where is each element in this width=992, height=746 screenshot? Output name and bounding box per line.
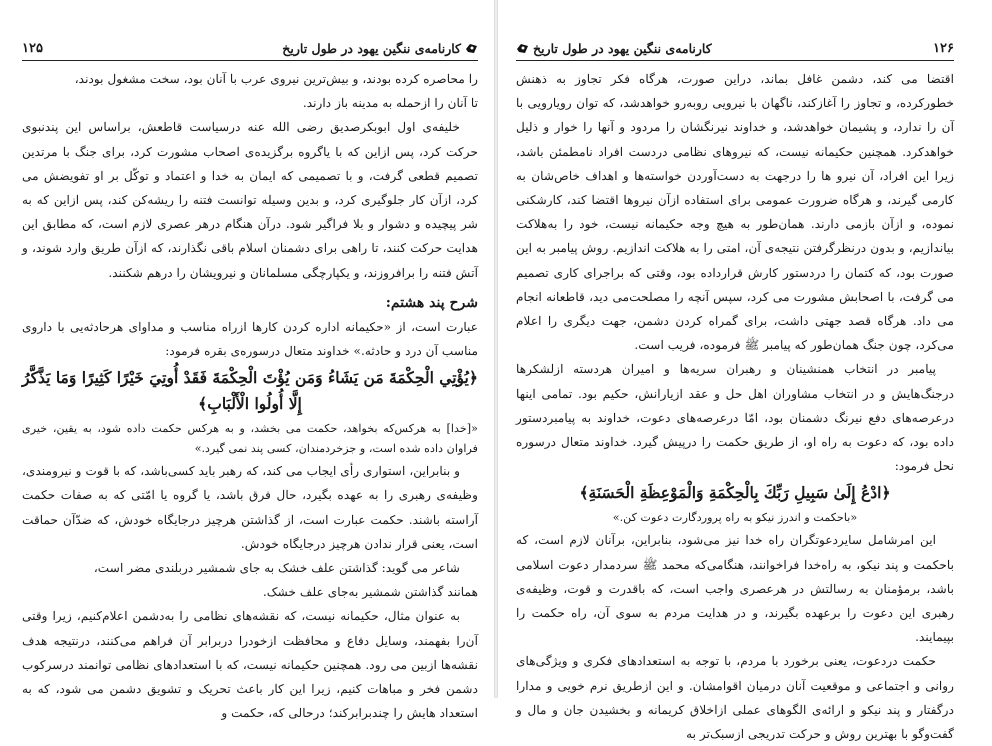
ornament-icon [465,43,478,54]
right-paragraph-3: این امرشامل سایردعوتگران راه خدا نیز می‌شود، بنابراین، برآنان لازم است، که باحکمت و پند نیکو، به راه‌خدا فراخوانند، هنگامی‌که محمد ﷺ سردمدار دعوت اسلامی باشد، برمؤمنان به رسالتش در هرعصری واجب است، که باقدرت و قوت، وظیفه‌ی رهبری این دعوت را برعهده بگیرند، و در هدایت مردم به سوی آن، راه حکمت را بپیمایند. [516,533,954,645]
left-page-header [22,36,478,61]
poem-line-1: شاعر می گوید: گذاشتن علف خشک به جای شمشیر دربلندی مضر است، [93,561,460,576]
quran-verse-nahl [516,480,954,506]
verse-translation-left: «[خدا] به هرکس‌که بخواهد، حکمت می بخشد، و به هرکس حکمت داده شود، به یقین، خیری فراوان داده شده است، و جزخردمندان، کسی پند نمی گیرد.» [22,422,478,456]
right-paragraph-2: پیامبر در انتخاب همنشینان و رهبران سریه‌ها و امیران هردسته ازلشکرها درجنگ‌هایش و در انتخاب مشاوران اهل حل و عقد ازیارانش، حکیم بود. تمامی اینها درعرصه‌های دفع نیرنگ دشمنان بود، امّا درعرصه‌های دعوت، خداوند به پیامبردستور داده بود، که دعوت به راه او، از طریق حکمت را درپیش گیرد. خداوند متعال درسوره نحل فرمود: [516,362,954,474]
verse-translation-right: «باحکمت و اندرز نیکو به راه پروردگارت دعوت کن.» [612,511,858,525]
left-paragraph-top-2: تا آنان را ازحمله به مدینه باز دارند. [302,96,478,111]
right-page-number: ۱۲۶ [933,40,954,56]
left-page [0,0,496,721]
section-intro: عبارت است، از «حکیمانه اداره کردن کارها ازراه مناسب و مداوای هرحادثه‌یی با داروی مناسب آن درد و حادثه.» خداوند متعال درسوره‌ی بقره فرمود: [22,319,478,359]
left-paragraph-top-1: را محاصره کرده بودند، و بیش‌ترین نیروی عرب با آنان بود، سخت مشغول بودند، [74,72,478,86]
verse-text-right: ﴿ادْعُ إِلَىٰ سَبِيلِ رَبِّكَ بِالْحِكْمَةِ وَالْمَوْعِظَةِ الْحَسَنَةِ﴾ [579,483,891,503]
left-page-number: ۱۲۵ [22,40,43,56]
left-paragraph-khalifa: خلیفه‌ی اول ابوبکرصدیق رضی الله عنه درسیاست قاطعش، براساس این پندنبوی حرکت کرد، پس ازاین که با یاگروه برگزیده‌ی اصحاب مشورت کرد، برای جنگ با مرتدین تصمیم قطعی گرفت، و با تصمیمی که ایمان به خدا و اعتماد و توکّل بر او تفویضش می کرد، ازآن کار جلوگیری کرد، و بدین وسیله توانست فتنه را ریشه‌کن کند، پس ازاین که به شر پیچیده و دشوار و بلا فراگیر شود. درآن هنگام درهر عصری لازم است، که مطابق این هدایت حرکت کنند، تا راهی برای دشمنان اسلام باقی نگذارند، که ازآن طریق وارد شوند، و آتش فتنه را برافروزند، و یکپارچگی مسلمانان و نیرویشان را درهم شکنند. [22,120,478,280]
left-paragraph-last: به عنوان مثال، حکیمانه نیست، که نقشه‌های نظامی را به‌دشمن اعلام‌کنیم، زیرا وقتی آن‌را بفهمند، وسایل دفاع و محافظت ازخودرا دربرابر آن فراهم می‌کنند، درنتیجه هدف نقشه‌ها ازبین می رود. همچنین حکیمانه نیست، که با استعدادهای نظامی توانمند درسرکوب دشمن فخر و مباهات کنیم، زیرا این کار باعث تحریک و تشویق دشمن می شود، که به استعداد هایش را چندبرابرکند؛ درحالی که، حکمت و [22,609,478,721]
left-title-text: کارنامه‌ی ننگین یهود در طول تاریخ [282,40,461,56]
right-page-header [516,36,954,61]
right-paragraph-4: حکمت دردعوت، یعنی برخورد با مردم، با توجه به استعدادهای فکری و ویژگی‌های روانی و اجتماعی و موقعیت آنان درمیان اقوامشان. و این ازطریق نرم خویی و مدارا درگفتار و پند نیکو و ارائه‌ی الگوهای عملی ازاخلاق کریمانه و بخشیدن جان و مال و گفت‌وگو با بهترین روش و حرکت تدریجی ازسبک‌تر به [516,654,954,742]
left-running-title [282,41,478,56]
right-title-text: کارنامه‌ی ننگین یهود در طول تاریخ [533,40,712,56]
left-paragraph-after-verse: و بنابراین، استواری رأی ایجاب می کند، که رهبر باید کسی‌باشد، که با قوت و نیرومندی، وظیفه‌ی رهبری را به عهده بگیرد، حال فرق باشد، یا گروه یا امّتی که به صفات حکمت آراسته باشند. حکمت عبارت است، از گذاشتن هرچیز درجایگاه خودش، که ضدّآن حماقت است، یعنی قرار ندادن هرچیز درجایگاه خودش. [22,464,478,551]
verse-frame [565,480,904,506]
poem-line-2: همانند گذاشتن شمشیر به‌جای علف خشک. [262,585,478,600]
section-heading: شرح پند هشتم: [385,294,478,311]
quran-verse-baqarah: ﴿يُؤْتِي الْحِكْمَةَ مَن يَشَاءُ وَمَن يُؤْتَ الْحِكْمَةَ فَقَدْ أُوتِيَ خَيْرًا كَثِيرًا وَمَا يَذَّكَّرُ إِلَّا أُولُوا الْأَلْبَابِ﴾ [22,368,478,414]
ornament-icon [516,43,529,54]
right-paragraph-1: اقتضا می کند، دشمن غافل بماند، دراین صورت، هرگاه فکر تجاوز به ذهنش خطورکرده، و تجاوز را آغازکند، ناگهان با نیرویی روبه‌رو خواهدشد، که توان رویارویی با آن را ندارد، و پشیمان خواهدشد، و خداوند نیرنگشان را مردود و آنها را خوار و ذلیل خواهدکرد. همچنین حکیمانه نیست، که نیروهای نظامی دردست افراد نامطمئن باشد، زیرا این افراد، آن نیرو ها را درجهت به دست‌آوردن خواسته‌ها و اهداف خاص‌شان به کارمی گیرند، و هرگاه ضرورت عمومی برای استفاده ازآن نیروها اقتضا کند، کارشکنی نموده، و ازآن بازمی دارند. همان‌طور به هیچ وجه حکیمانه نیست، خود را به‌هلاکت بیاندازیم، و بدون درنظرگرفتن نتیجه‌ی آن، امتی را به هلاکت اندازیم. روش پیامبر به این صورت بود، که کتمان را دردستور کارش قرارداده بود، وقتی که براجرای کاری تصمیم می گرفت، با اصحابش مشورت می کرد، سپس آنچه را مصلحت‌می دید، قاطعانه انجام می داد. هرگاه قصد جهتی داشت، برای گمراه کردن دشمن، جهت دیگری را اعلام می‌کرد، چون جنگ همان‌طور که پیامبر ﷺ فرموده، فریب است. [516,72,954,353]
right-running-title [516,41,712,56]
right-page [496,0,992,742]
